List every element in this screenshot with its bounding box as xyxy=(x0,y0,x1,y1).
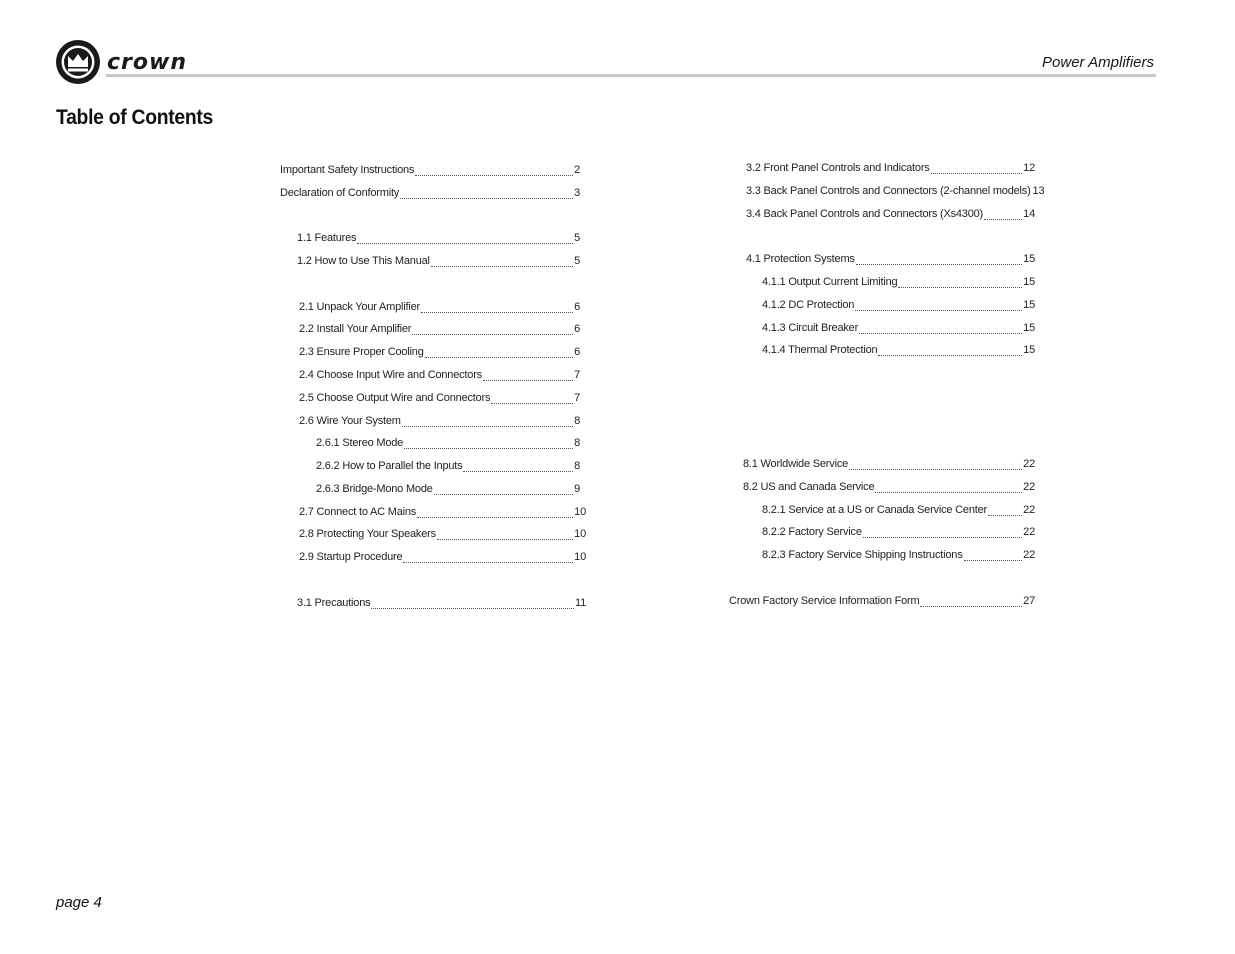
toc-entry[interactable] xyxy=(762,549,1035,565)
toc-entry-page: 15 xyxy=(1023,299,1035,311)
toc-entry-label: 2.9 Startup Procedure xyxy=(299,551,403,563)
toc-entry-page: 15 xyxy=(1023,322,1035,334)
toc-entry[interactable] xyxy=(743,458,1035,474)
toc-entry[interactable] xyxy=(299,392,580,408)
toc-entry-page: 7 xyxy=(574,392,580,404)
toc-entry-label: Crown Factory Service Information Form xyxy=(729,595,920,607)
toc-entry-page: 14 xyxy=(1023,208,1035,220)
toc-entry-label: Important Safety Instructions xyxy=(280,164,415,176)
toc-entry-label: 3.3 Back Panel Controls and Connectors (2-channel models) xyxy=(746,185,1031,197)
toc-entry-label: 4.1.3 Circuit Breaker xyxy=(762,322,859,334)
header-divider xyxy=(106,74,1156,77)
toc-entry-label: 4.1.4 Thermal Protection xyxy=(762,344,878,356)
toc-entry-page: 6 xyxy=(574,301,580,313)
toc-entry[interactable] xyxy=(299,506,586,522)
toc-entry-page: 11 xyxy=(574,597,586,609)
toc-entry-page: 9 xyxy=(574,483,580,495)
toc-entry[interactable] xyxy=(299,346,580,362)
toc-entry-label: 4.1.1 Output Current Limiting xyxy=(762,276,898,288)
toc-entry[interactable] xyxy=(762,299,1035,315)
toc-entry[interactable] xyxy=(299,528,586,544)
toc-entry-page: 8 xyxy=(574,415,580,427)
toc-entry-label: 2.6.3 Bridge-Mono Mode xyxy=(316,483,433,495)
crown-logo xyxy=(55,39,187,85)
toc-entry-page: 22 xyxy=(1023,481,1035,493)
page-number: page 4 xyxy=(56,894,102,911)
toc-entry[interactable] xyxy=(762,322,1035,338)
toc-entry[interactable] xyxy=(762,504,1035,520)
toc-entry[interactable] xyxy=(280,164,580,180)
toc-entry[interactable] xyxy=(299,369,580,385)
toc-entry-page: 2 xyxy=(574,164,580,176)
toc-entry[interactable] xyxy=(762,344,1035,360)
crown-emblem-icon xyxy=(55,39,101,85)
toc-entry-page: 13 xyxy=(1032,185,1045,197)
toc-entry[interactable] xyxy=(746,208,1035,224)
toc-entry[interactable] xyxy=(297,255,580,271)
toc-entry-page: 22 xyxy=(1023,458,1035,470)
toc-entry[interactable] xyxy=(280,187,580,203)
toc-entry-label: 2.3 Ensure Proper Cooling xyxy=(299,346,424,358)
toc-entry[interactable] xyxy=(316,437,580,453)
toc-entry-page: 7 xyxy=(574,369,580,381)
toc-entry-label: 8.2 US and Canada Service xyxy=(743,481,875,493)
toc-entry-page: 15 xyxy=(1023,276,1035,288)
toc-entry[interactable] xyxy=(299,551,586,567)
toc-entry-page: 10 xyxy=(574,528,586,540)
toc-entry-page: 12 xyxy=(1023,162,1035,174)
toc-entry[interactable] xyxy=(729,595,1035,611)
toc-entry[interactable] xyxy=(316,483,580,499)
toc-entry-page: 22 xyxy=(1023,504,1035,516)
toc-entry-label: 3.4 Back Panel Controls and Connectors (Xs4300) xyxy=(746,208,984,220)
toc-entry[interactable] xyxy=(746,162,1035,178)
toc-entry[interactable] xyxy=(743,481,1035,497)
toc-entry-label: 8.1 Worldwide Service xyxy=(743,458,849,470)
toc-entry-page: 15 xyxy=(1023,344,1035,356)
toc-entry-label: 4.1 Protection Systems xyxy=(746,253,855,265)
toc-entry-page: 8 xyxy=(574,460,580,472)
page-title: Table of Contents xyxy=(56,106,214,129)
toc-entry[interactable] xyxy=(299,415,580,431)
toc-entry[interactable] xyxy=(762,526,1035,542)
toc-entry[interactable] xyxy=(299,301,580,317)
toc-entry-page: 10 xyxy=(574,506,586,518)
toc-entry-label: 2.6.2 How to Parallel the Inputs xyxy=(316,460,463,472)
toc-entry-label: 2.8 Protecting Your Speakers xyxy=(299,528,436,540)
toc-entry[interactable] xyxy=(299,323,580,339)
toc-entry[interactable] xyxy=(762,276,1035,292)
toc-entry-label: 3.2 Front Panel Controls and Indicators xyxy=(746,162,930,174)
toc-entry-label: 2.4 Choose Input Wire and Connectors xyxy=(299,369,482,381)
toc-entry-label: 2.6 Wire Your System xyxy=(299,415,401,427)
toc-entry-label: 2.6.1 Stereo Mode xyxy=(316,437,404,449)
toc-entry-page: 5 xyxy=(574,255,580,267)
logo-wordmark: crown xyxy=(107,49,187,75)
toc-entry-label: 8.2.1 Service at a US or Canada Service Center xyxy=(762,504,987,516)
toc-entry-label: 2.2 Install Your Amplifier xyxy=(299,323,412,335)
toc-entry-label: 8.2.2 Factory Service xyxy=(762,526,862,538)
toc-entry-page: 22 xyxy=(1023,549,1035,561)
toc-entry-page: 15 xyxy=(1023,253,1035,265)
toc-entry-label: 3.1 Precautions xyxy=(297,597,371,609)
toc-entry-label: 1.2 How to Use This Manual xyxy=(297,255,430,267)
toc-entry-label: 2.5 Choose Output Wire and Connectors xyxy=(299,392,491,404)
toc-entry-label: 1.1 Features xyxy=(297,232,357,244)
toc-entry-page: 27 xyxy=(1023,595,1035,607)
toc-entry[interactable] xyxy=(316,460,580,476)
toc-entry-page: 22 xyxy=(1023,526,1035,538)
toc-entry-label: 8.2.3 Factory Service Shipping Instructions xyxy=(762,549,963,561)
toc-entry-label: Declaration of Conformity xyxy=(280,187,400,199)
toc-entry[interactable] xyxy=(746,253,1035,269)
section-title: Power Amplifiers xyxy=(1042,54,1154,71)
toc-entry-page: 5 xyxy=(574,232,580,244)
toc-entry[interactable] xyxy=(297,232,580,248)
toc-entry-page: 6 xyxy=(574,346,580,358)
toc-entry[interactable] xyxy=(297,597,586,613)
toc-entry-page: 10 xyxy=(574,551,586,563)
toc-entry-page: 8 xyxy=(574,437,580,449)
toc-entry[interactable] xyxy=(746,185,1045,201)
toc-entry-label: 2.7 Connect to AC Mains xyxy=(299,506,417,518)
toc-entry-label: 2.1 Unpack Your Amplifier xyxy=(299,301,420,313)
toc-entry-page: 3 xyxy=(574,187,580,199)
toc-entry-label: 4.1.2 DC Protection xyxy=(762,299,855,311)
toc-entry-page: 6 xyxy=(574,323,580,335)
